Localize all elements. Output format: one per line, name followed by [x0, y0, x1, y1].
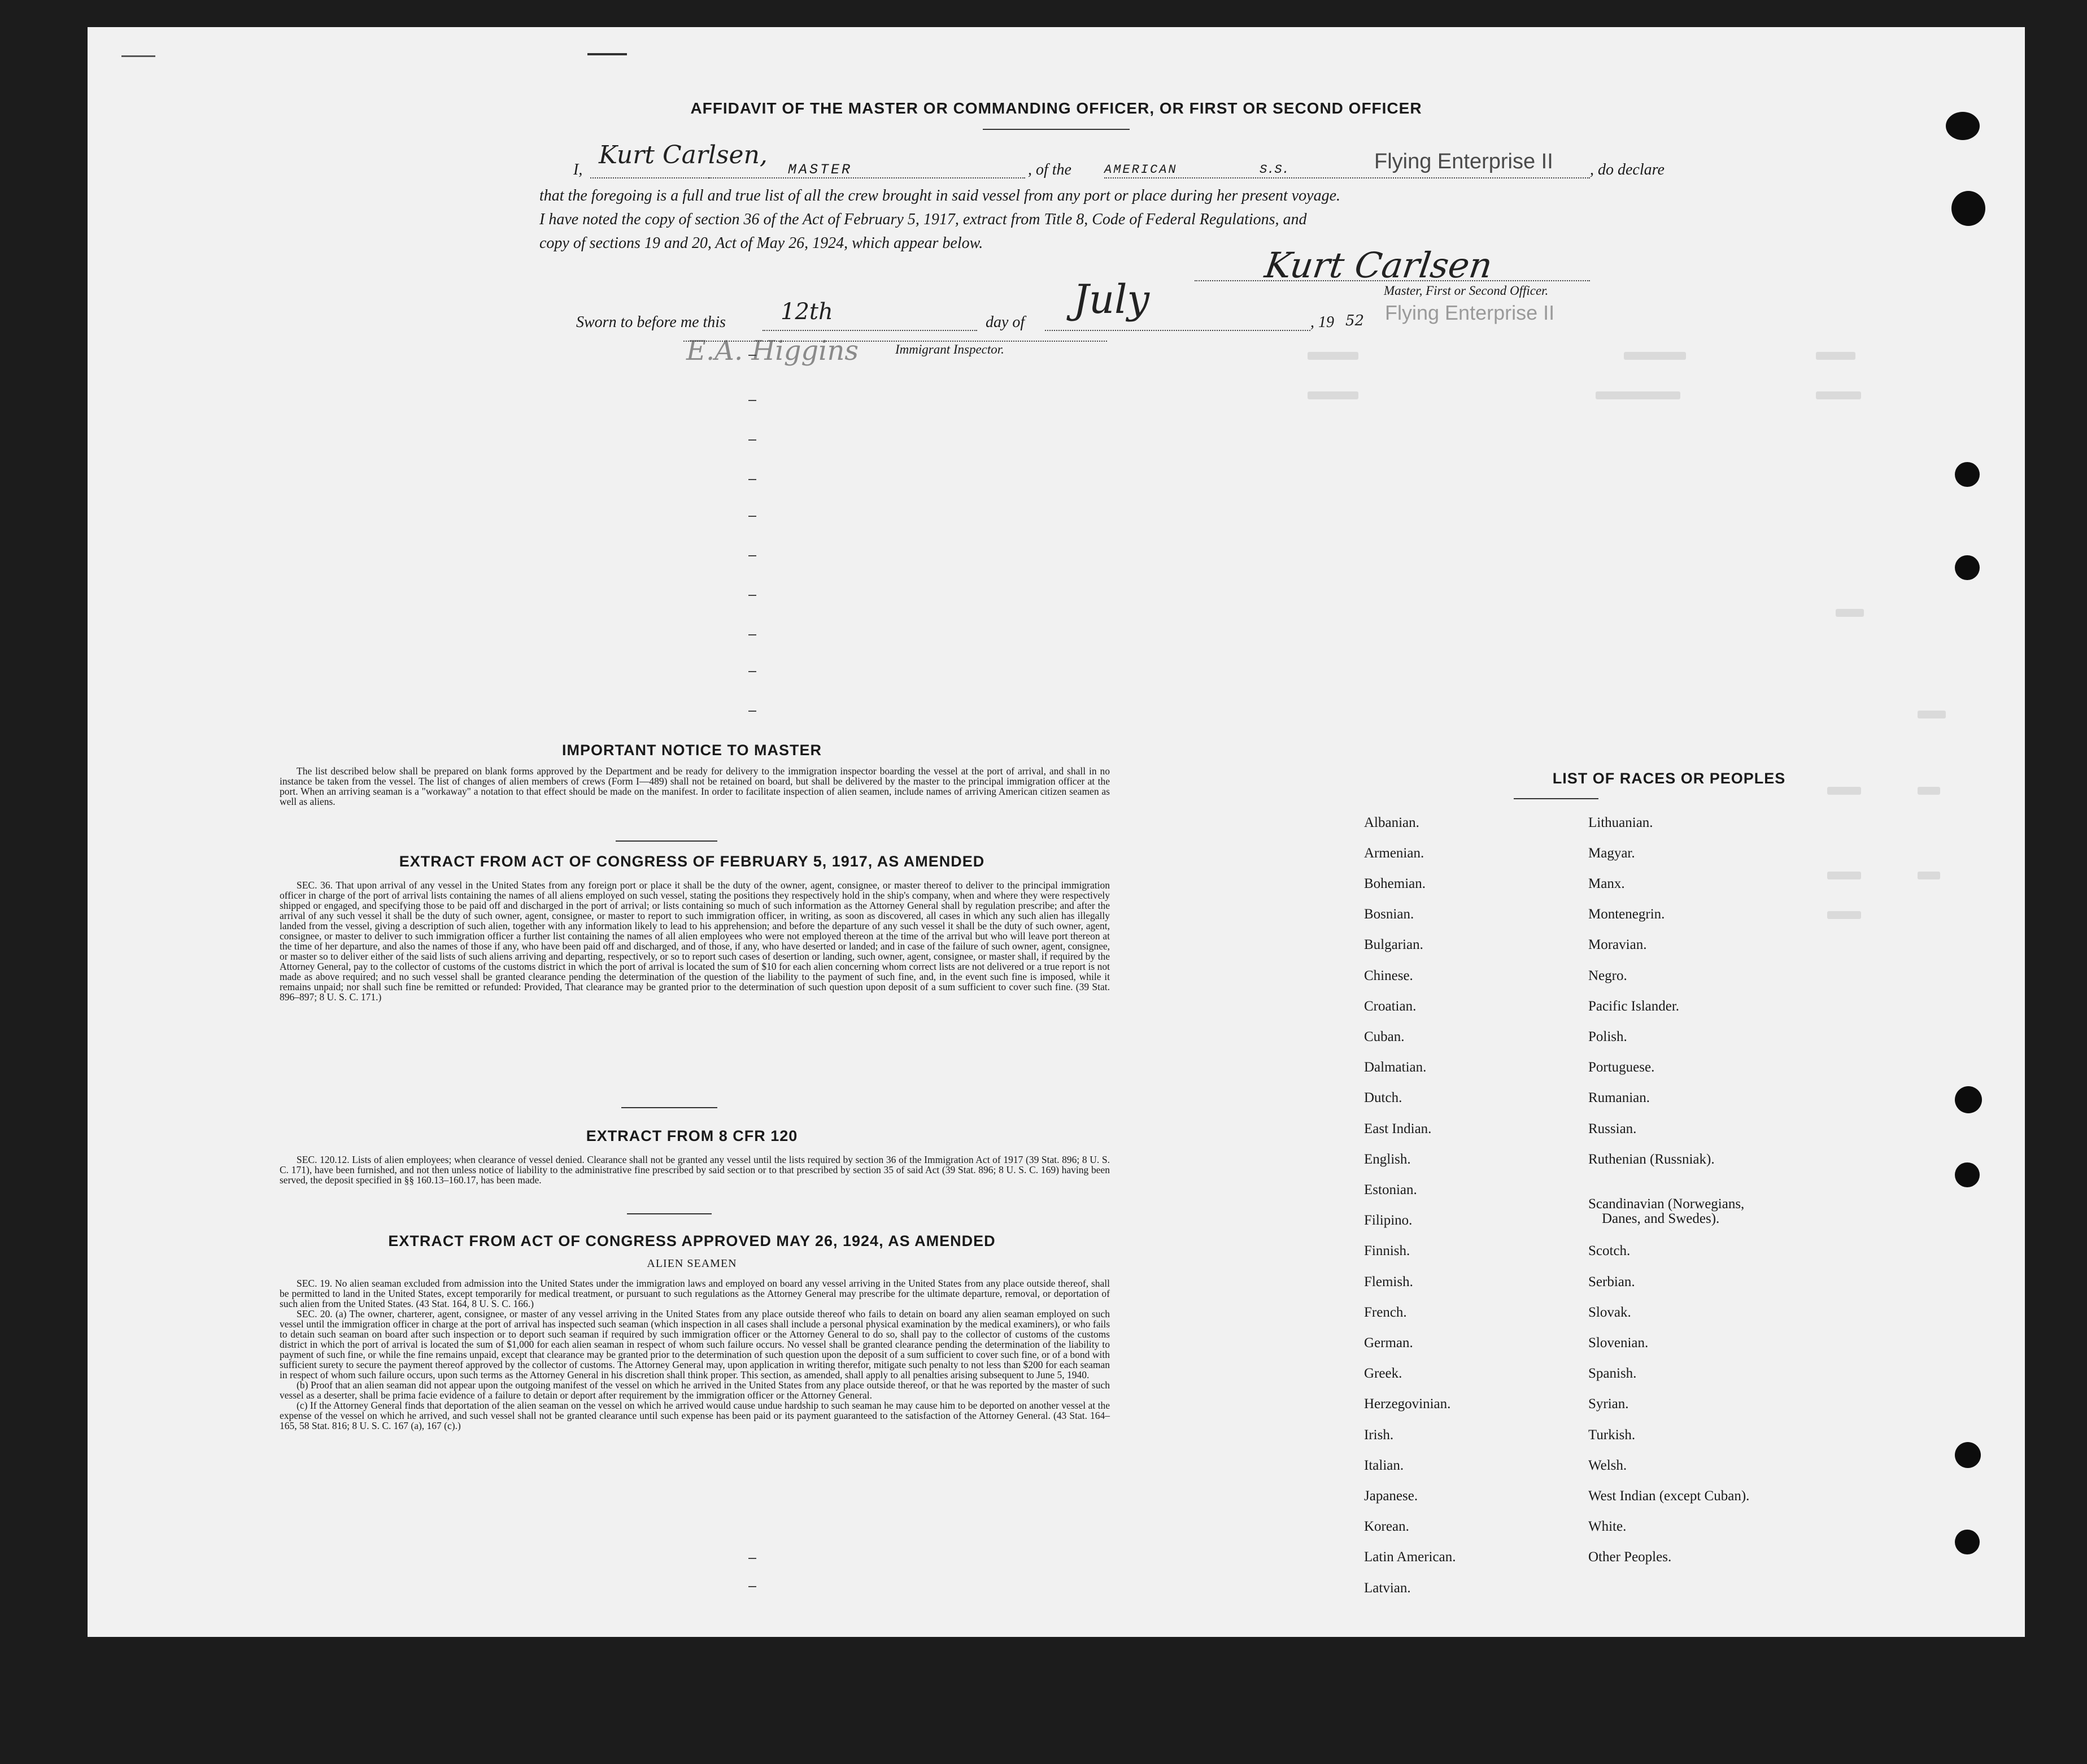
race-item: Croatian. — [1364, 999, 1417, 1014]
race-item: East Indian. — [1364, 1121, 1432, 1136]
race-item: Portuguese. — [1588, 1060, 1655, 1075]
bleed-mark — [1816, 391, 1861, 399]
punch-hole — [1955, 1530, 1980, 1554]
row-dash — [748, 516, 756, 517]
race-item: Filipino. — [1364, 1213, 1413, 1228]
race-item: Dutch. — [1364, 1090, 1402, 1105]
master-name-handwritten: Kurt Carlsen, — [599, 141, 768, 169]
sec36-paragraph: SEC. 36. That upon arrival of any vessel in the United States from any foreign port or place it shall be the duty of the owner, agent, consignee, or master thereof to deliver to the principal immigration officer in charge of the port of arrival lists containing the names of all aliens employed on such vessel, stating the positions they respectively hold in the ship's company, when and where they were respectively shipped or engaged, and specifying those to be paid off and discharged in the port of arrival; or lists containing so much of such information as the Attorney General shall by regulation prescribe; and after the arrival of any such vessel it shall be the duty of such owner, agent, consignee, or master to report to such immigration officer, in writing, as soon as discovered, all cases in which any such alien has illegally landed from the vessel, giving a description of such alien, together with any information likely to lead to his apprehension; and before the departure of any such vessel it shall be the duty of such owner, agent, consignee, or master to deliver to such immigration officer a further list containing the names of all alien employees who were not employed thereon at the time of the arrival but who will leave port thereon at the time of her departure, and also the names of those if any, who have been paid off and discharged, and of those, if any, who have deserted or landed; and in case of the failure of such owner, agent, consignee, or master so to deliver either of the said lists of such aliens arriving and departing, respectively, or so to report such cases of desertion or landing, such owner, agent, consignee, or master shall, if required by the Attorney General, pay to the collector of customs of the customs district in which the port of arrival is located the sum of $10 for each alien concerning whom correct lists are not delivered or a true report is not made as above required; and no such vessel shall be granted clearance pending the determination of the question of the liability to the payment of such fine, and, in the event such fine is imposed, while it remains unpaid; nor shall such fine be remitted or refunded: Provided, That clearance may be granted prior to the determination of such question upon deposit of a sum sufficient to cover such fine. (39 Stat. 896–897; 8 U. S. C. 171.) — [280, 879, 1110, 1003]
row-dash — [748, 355, 756, 356]
race-item: Scotch. — [1588, 1243, 1631, 1258]
title-rule — [983, 129, 1130, 130]
of-the-text: , of the — [1028, 161, 1071, 178]
race-item: Irish. — [1364, 1427, 1394, 1443]
row-dash — [748, 439, 756, 441]
sworn-day-handwritten: 12th — [781, 299, 833, 325]
race-item: Latvian. — [1364, 1580, 1411, 1596]
year-prefix: , 19 — [1310, 313, 1334, 331]
vessel-line — [1104, 177, 1590, 178]
extract-1924-body — [280, 1278, 1110, 1431]
sec20b-paragraph: (b) Proof that an alien seaman did not appear upon the outgoing manifest of the vessel on which he arrived in the United States from any place outside thereof, or that he was reported by the master of such vessel as a deserter, shall be prima facie evidence of a failure to detain or deport after requirement by the immigration officer or the Attorney General. — [280, 1379, 1110, 1401]
race-item: Other Peoples. — [1588, 1549, 1672, 1565]
race-item: English. — [1364, 1152, 1411, 1167]
bleed-mark — [1624, 352, 1686, 360]
punch-hole — [1955, 1162, 1980, 1187]
extract-1917-title: EXTRACT FROM ACT OF CONGRESS OF FEBRUARY 5, 1917, AS AMENDED — [399, 853, 985, 870]
race-item: Slovak. — [1588, 1305, 1631, 1320]
punch-hole — [1955, 1086, 1982, 1113]
vessel-type-stamp: S.S. — [1260, 163, 1289, 177]
race-item: Lithuanian. — [1588, 815, 1653, 830]
race-item: Latin American. — [1364, 1549, 1456, 1565]
race-item: Herzegovinian. — [1364, 1396, 1451, 1412]
row-dash — [748, 479, 756, 480]
rank-line — [709, 177, 1025, 178]
race-item: Finnish. — [1364, 1243, 1410, 1258]
affidavit-title: AFFIDAVIT OF THE MASTER OR COMMANDING OFFICER, OR FIRST OR SECOND OFFICER — [690, 99, 1422, 117]
affidavit-line-2: that the foregoing is a full and true list of all the crew brought in said vessel from any port or place during her present voyage. — [539, 187, 1341, 204]
notice-body — [280, 766, 1110, 807]
bleed-mark — [1918, 872, 1940, 879]
row-dash — [748, 1586, 756, 1587]
bleed-mark — [1918, 787, 1940, 795]
vessel-name-stamp: Flying Enterprise II — [1374, 150, 1553, 173]
do-declare-text: , do declare — [1590, 161, 1665, 178]
alien-seamen-subtitle: ALIEN SEAMEN — [647, 1257, 737, 1270]
bleed-mark — [1308, 391, 1358, 399]
extract-1917-body — [280, 880, 1110, 1002]
inspector-line — [683, 341, 1107, 342]
race-item: Negro. — [1588, 968, 1627, 983]
sec19-paragraph: SEC. 19. No alien seaman excluded from admission into the United States under the immigration laws and employed on board any vessel arriving in the United States from any place outside thereof, shall be permitted to land in the United States, except temporarily for medical treatment, or pursuant to such regulations as the Attorney General may prescribe for the ultimate departure, removal, or deportation of such alien from the United States. (43 Stat. 164, 8 U. S. C. 166.) — [280, 1278, 1110, 1309]
race-item: Pacific Islander. — [1588, 999, 1680, 1014]
notice-paragraph: The list described below shall be prepared on blank forms approved by the Department and be ready for delivery to the immigration inspector boarding the vessel at the port of arrival, and shall in no instance be taken from the vessel. The list of changes of alien members of crews (Form I—489) shall not be retained on board, but shall be delivered by the master to the principal immigration officer at the port. When an arriving seaman is a "workaway" a notation to that effect should be made on the manifest. In order to facilitate inspection of alien seamen, include names of arriving American citizen seamen as well as aliens. — [280, 765, 1110, 807]
race-item: Syrian. — [1588, 1396, 1629, 1412]
race-item: Korean. — [1364, 1519, 1409, 1534]
row-dash — [748, 711, 756, 712]
bleed-mark — [1596, 391, 1680, 399]
row-dash — [748, 400, 756, 401]
race-item: Danes, and Swedes). — [1602, 1211, 1720, 1226]
bleed-mark — [1918, 711, 1946, 718]
bleed-mark — [1827, 911, 1861, 919]
month-line — [1045, 330, 1310, 331]
races-title: LIST OF RACES OR PEOPLES — [1552, 770, 1786, 787]
bleed-mark — [1827, 787, 1861, 795]
race-item: Scandinavian (Norwegians, — [1588, 1196, 1745, 1212]
race-item: Montenegrin. — [1588, 907, 1665, 922]
rank-stamp: MASTER — [788, 162, 853, 178]
race-item: Polish. — [1588, 1029, 1627, 1044]
race-item: Greek. — [1364, 1366, 1402, 1381]
race-item: Moravian. — [1588, 937, 1647, 952]
race-item: Italian. — [1364, 1458, 1404, 1473]
row-dash — [748, 1558, 756, 1559]
document-page — [88, 27, 2025, 1637]
race-item: Magyar. — [1588, 846, 1635, 861]
row-dash — [748, 555, 756, 556]
race-item: Bohemian. — [1364, 876, 1426, 891]
bleed-mark — [1816, 352, 1855, 360]
punch-hole — [1951, 191, 1985, 226]
day-line — [763, 330, 977, 331]
race-item: White. — [1588, 1519, 1627, 1534]
race-item: Rumanian. — [1588, 1090, 1650, 1105]
row-dash — [748, 595, 756, 596]
race-item: German. — [1364, 1335, 1413, 1351]
bleed-mark — [1827, 872, 1861, 879]
affidavit-line-1 — [573, 141, 1714, 182]
extract-1924-title: EXTRACT FROM ACT OF CONGRESS APPROVED MAY 26, 1924, AS AMENDED — [388, 1232, 996, 1249]
race-item: Cuban. — [1364, 1029, 1405, 1044]
race-item: Welsh. — [1588, 1458, 1627, 1473]
extract-cfr-title: EXTRACT FROM 8 CFR 120 — [586, 1127, 798, 1144]
row-dash — [748, 671, 756, 672]
bleed-mark — [1836, 609, 1864, 617]
race-item: Estonian. — [1364, 1182, 1417, 1197]
scan-mark — [121, 55, 155, 57]
section-rule — [616, 840, 717, 842]
race-item: Serbian. — [1588, 1274, 1635, 1290]
day-of-text: day of — [986, 313, 1025, 331]
year-handwritten: 52 — [1345, 312, 1365, 329]
scan-mark — [587, 53, 627, 55]
race-item: Dalmatian. — [1364, 1060, 1427, 1075]
vessel-stamp-faint: Flying Enterprise II — [1385, 301, 1555, 324]
punch-hole — [1955, 1442, 1981, 1468]
race-item: Ruthenian (Russniak). — [1588, 1152, 1715, 1167]
sec20c-paragraph: (c) If the Attorney General finds that deportation of the alien seaman on the vessel on which he arrived would cause undue hardship to such seaman he may cause him to be deported on another vessel at the expense of the vessel on which he arrived, and such vessel shall not be granted clearance until such expense has been paid or its payment guaranteed to the satisfaction of the Attorney General. (43 Stat. 164–165, 58 Stat. 816; 8 U. S. C. 167 (a), 167 (c).) — [280, 1400, 1110, 1431]
signature-line — [1195, 280, 1590, 281]
races-rule — [1514, 798, 1598, 799]
race-item: Armenian. — [1364, 846, 1424, 861]
extract-cfr-body — [280, 1155, 1110, 1185]
race-item: Japanese. — [1364, 1488, 1418, 1504]
sec12012-paragraph: SEC. 120.12. Lists of alien employees; when clearance of vessel denied. Clearance shall not be granted any vessel until the lists required by section 36 of the Immigration Act of 1917 (39 Stat. 896; 8 U. S. C. 171), have been furnished, and not then unless notice of liability to the administrative fine prescribed by said section or to that prescribed by section 35 of said Act (39 Stat. 896; 8 U. S. C. 169) having been served, the deposit specified in §§ 160.13–160.17, has been made. — [280, 1154, 1110, 1186]
race-item: Turkish. — [1588, 1427, 1636, 1443]
race-item: Flemish. — [1364, 1274, 1413, 1290]
race-item: Albanian. — [1364, 815, 1419, 830]
race-item: West Indian (except Cuban). — [1588, 1488, 1750, 1504]
race-item: French. — [1364, 1305, 1407, 1320]
race-item: Manx. — [1588, 876, 1625, 891]
notice-title: IMPORTANT NOTICE TO MASTER — [562, 742, 822, 759]
race-item: Spanish. — [1588, 1366, 1637, 1381]
sworn-prefix: Sworn to before me this — [576, 313, 726, 331]
sec20a-paragraph: SEC. 20. (a) The owner, charterer, agent, consignee, or master of any vessel arriving in the United States from any place outside thereof who fails to detain on board any alien seaman employed on such vessel until the immigration officer in charge at the port of arrival has inspected such seaman (which inspection in all cases shall include a personal physical examination by the medical examiners), or who fails to detain such seaman on board after such inspection or to deport such seaman if required by such immigration officer or the Attorney General to do so, shall pay to the collector of customs of the customs district in which the port of arrival is located the sum of $1,000 for each alien seaman in respect of whom such failure occurs. No vessel shall be granted clearance pending the determination of the liability to payment of such fine, or while the fine remains unpaid, except that clearance may be granted prior to the determination of such question upon the deposit of a sum sufficient to cover such fine, or of a bond with sufficient surety to secure the payment thereof approved by the collector of customs. The Attorney General may, upon application in writing therefor, mitigate such penalty to not less than $200 for each seaman in respect of whom such failure occurs, upon such terms as the Attorney General in his discretion shall think proper. This section, as amended, shall apply to all penalties arising subsequent to June 5, 1940. — [280, 1308, 1110, 1380]
sworn-month-handwritten: July — [1073, 276, 1150, 323]
affidavit-i: I, — [573, 161, 583, 178]
section-rule — [621, 1107, 717, 1108]
punch-hole — [1955, 555, 1980, 580]
race-item: Chinese. — [1364, 968, 1413, 983]
punch-hole — [1955, 462, 1980, 487]
race-item: Russian. — [1588, 1121, 1637, 1136]
race-item: Bosnian. — [1364, 907, 1414, 922]
affidavit-line-3: I have noted the copy of section 36 of the Act of February 5, 1917, extract from Title 8, Code of Federal Regulations, and — [539, 211, 1307, 228]
signature-caption: Master, First or Second Officer. — [1384, 284, 1549, 298]
nationality-stamp: AMERICAN — [1104, 163, 1178, 177]
bleed-mark — [1308, 352, 1358, 360]
race-item: Bulgarian. — [1364, 937, 1423, 952]
inspector-caption: Immigrant Inspector. — [895, 342, 1004, 356]
master-signature: Kurt Carlsen — [1262, 245, 1495, 286]
name-line — [590, 177, 709, 178]
section-rule — [627, 1213, 712, 1214]
row-dash — [748, 634, 756, 635]
affidavit-line-4: copy of sections 19 and 20, Act of May 26, 1924, which appear below. — [539, 234, 983, 252]
race-item: Slovenian. — [1588, 1335, 1649, 1351]
inspector-signature: E.A. Higgins — [686, 335, 859, 367]
